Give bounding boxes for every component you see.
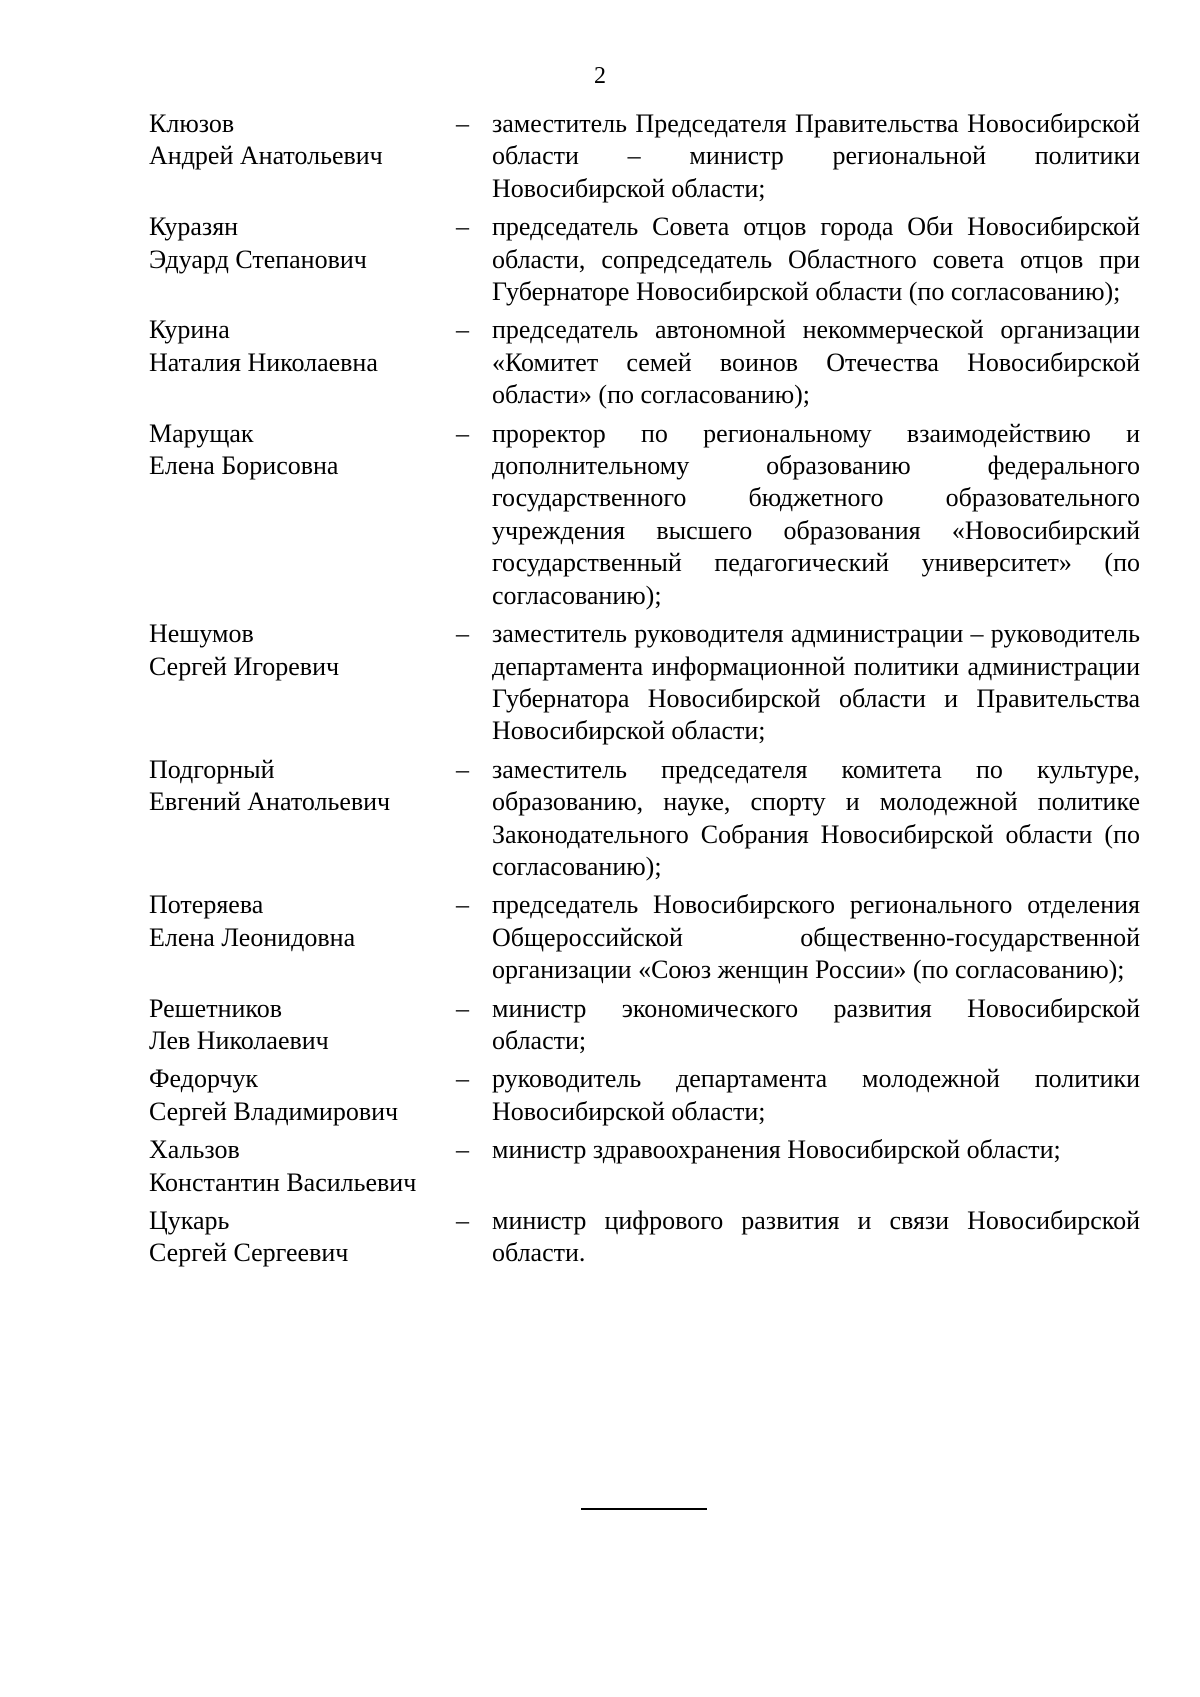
member-entry [149, 1205, 1140, 1270]
member-given-names: Эдуард Степанович [149, 244, 367, 274]
member-name [149, 889, 456, 954]
member-surname: Марущак [149, 418, 254, 448]
member-surname: Подгорный [149, 754, 275, 784]
member-given-names: Сергей Игоревич [149, 651, 340, 681]
member-role: заместитель председателя комитета по культуре, образованию, науке, спорту и молодежной политике Законодательного Собрания Новосибирской области (по согласованию); [492, 754, 1140, 881]
member-role: министр экономического развития Новосибирской области; [492, 993, 1140, 1055]
member-given-names: Сергей Сергеевич [149, 1238, 349, 1268]
member-entry [149, 314, 1140, 411]
member-given-names: Константин Васильевич [149, 1167, 417, 1197]
member-dash: – [456, 109, 469, 138]
member-given-names: Елена Леонидовна [149, 922, 356, 952]
member-entry [149, 108, 1140, 205]
member-role: председатель автономной некоммерческой организации «Комитет семей воинов Отечества Новосибирской области» (по согласованию); [492, 315, 1140, 410]
member-given-names: Сергей Владимирович [149, 1096, 399, 1126]
member-role: министр здравоохранения Новосибирской области; [492, 1135, 1061, 1165]
member-dash: – [456, 315, 469, 345]
member-given-names: Андрей Анатольевич [149, 141, 383, 171]
member-role: руководитель департамента молодежной политики Новосибирской области; [492, 1064, 1140, 1126]
member-surname: Куразян [149, 212, 239, 242]
member-name [149, 418, 456, 483]
member-name [149, 211, 456, 276]
member-dash: – [456, 993, 469, 1023]
member-surname: Решетников [149, 993, 282, 1023]
member-name [149, 1134, 456, 1199]
member-surname: Хальзов [149, 1135, 240, 1165]
member-given-names: Наталия Николаевна [149, 347, 378, 377]
member-dash: – [456, 418, 469, 448]
member-name [149, 1205, 456, 1270]
member-entry [149, 889, 1140, 986]
members-list [149, 108, 1140, 1276]
page-number: 2 [594, 63, 606, 89]
member-given-names: Евгений Анатольевич [149, 787, 391, 817]
member-name [149, 993, 456, 1058]
member-surname: Федорчук [149, 1064, 259, 1094]
member-entry [149, 754, 1140, 884]
member-surname: Курина [149, 315, 230, 345]
member-name [149, 1063, 456, 1128]
member-name [149, 618, 456, 683]
member-role: председатель Совета отцов города Оби Новосибирской области, сопредседатель Областного совета отцов при Губернаторе Новосибирской области (по согласованию); [492, 212, 1140, 307]
member-dash: – [456, 619, 469, 649]
member-role: председатель Новосибирского регионального отделения Общероссийской общественно-государственной организации «Союз женщин России» (по согласованию); [492, 890, 1140, 985]
member-dash: – [456, 890, 469, 920]
member-entry [149, 418, 1140, 612]
member-name [149, 108, 456, 173]
member-role: министр цифрового развития и связи Новосибирской области. [492, 1206, 1140, 1268]
member-entry [149, 1063, 1140, 1128]
member-dash: – [456, 1206, 469, 1235]
member-surname: Клюзов [149, 109, 235, 138]
member-given-names: Лев Николаевич [149, 1025, 329, 1055]
member-name [149, 754, 456, 819]
member-entry [149, 993, 1140, 1058]
member-role: заместитель Председателя Правительства Новосибирской области – министр региональной политики Новосибирской области; [492, 109, 1140, 203]
end-of-list-rule [581, 1508, 707, 1510]
member-dash: – [456, 212, 469, 242]
member-given-names: Елена Борисовна [149, 451, 339, 481]
member-dash: – [456, 1064, 469, 1094]
member-role: проректор по региональному взаимодействию и дополнительному образованию федерального государственного бюджетного образовательного учреждения высшего образования «Новосибирский государственный педагогический университет» (по согласованию); [492, 418, 1140, 610]
member-name [149, 314, 456, 379]
member-entry [149, 211, 1140, 308]
member-entry [149, 618, 1140, 748]
member-surname: Цукарь [149, 1206, 230, 1235]
member-dash: – [456, 1135, 469, 1165]
member-dash: – [456, 754, 469, 784]
member-surname: Нешумов [149, 619, 254, 649]
member-role: заместитель руководителя администрации – руководитель департамента информационной политики администрации Губернатора Новосибирской области и Правительства Новосибирской области; [492, 619, 1140, 746]
member-surname: Потеряева [149, 890, 264, 920]
member-entry [149, 1134, 1140, 1199]
